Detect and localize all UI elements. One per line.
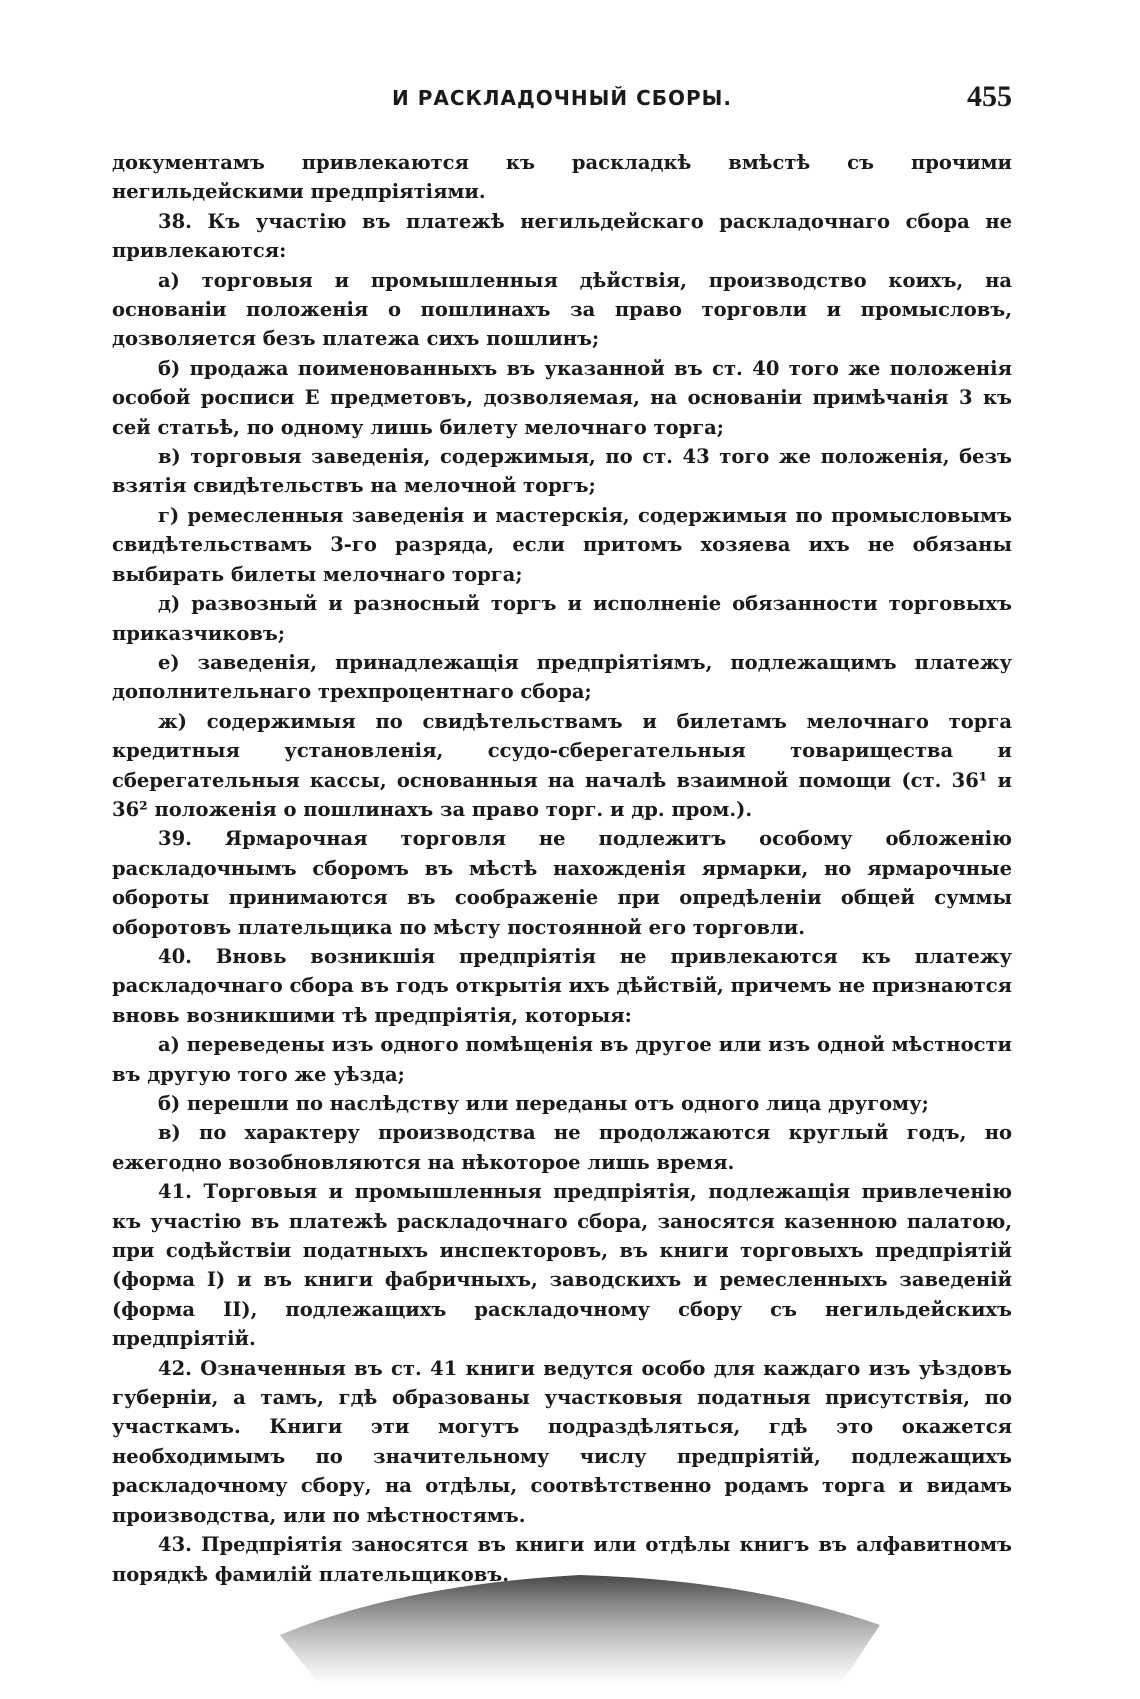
item-38-zh: ж) содержимыя по свидѣтельствамъ и билетамъ мелочнаго торга кредитныя установленія, ссудо-сберегательныя товарищества и сберегательныя кассы, основанныя на началѣ взаимной помощи (ст. 36¹ и 36² положенія о пошлинахъ за право торг. и др. пром.). bbox=[112, 709, 1012, 821]
paragraph-42: 42. Означенныя въ ст. 41 книги ведутся особо для каждаго изъ уѣздовъ губерніи, а тамъ, гдѣ образованы участковыя податныя присутствія, по участкамъ. Книги эти могутъ подраздѣляться, гдѣ это окажется необходимымъ по значительному числу предпріятій, подлежащихъ раскладочному сбору, на отдѣлы, соотвѣтственно родамъ торга и видамъ производства, или по мѣстностямъ. bbox=[112, 1356, 1012, 1527]
page-number: 455 bbox=[967, 80, 1012, 113]
item-38-a: а) торговыя и промышленныя дѣйствія, производство коихъ, на основаніи положенія о пошлинахъ за право торговли и промысловъ, дозволяется безъ платежа сихъ пошлинъ; bbox=[112, 268, 1012, 351]
item-40-v: в) по характеру производства не продолжаются круглый годъ, но ежегодно возобновляются на нѣкоторое лишь время. bbox=[112, 1121, 1012, 1174]
item-38-v: в) торговыя заведенія, содержимыя, по ст. 43 того же положенія, безъ взятія свидѣтельствъ на мелочной торгъ; bbox=[112, 445, 1012, 498]
paragraph-continuation: документамъ привлекаются къ раскладкѣ вмѣстѣ съ прочими негильдейскими предпріятіями. bbox=[112, 151, 1012, 204]
item-38-g: г) ремесленныя заведенія и мастерскія, содержимыя по промысловымъ свидѣтельствамъ 3-го разряда, если притомъ хозяева ихъ не обязаны выбирать билеты мелочнаго торга; bbox=[112, 503, 1012, 586]
item-38-d: д) развозный и разносный торгъ и исполненіе обязанности торговыхъ приказчиковъ; bbox=[112, 592, 1012, 645]
item-38-e: е) заведенія, принадлежащія предпріятіямъ, подлежащимъ платежу дополнительнаго трехпроцентнаго сбора; bbox=[112, 650, 1012, 704]
paragraph-41: 41. Торговыя и промышленныя предпріятія, подлежащія привлеченію къ участію въ платежѣ раскладочнаго сбора, заносятся казенною палатою, при содѣйствіи податныхъ инспекторовъ, въ книги торговыхъ предпріятій (форма I) и въ книги фабричныхъ, заводскихъ и ремесленныхъ заведеній (форма II), подлежащихъ раскладочному сбору съ негильдейскихъ предпріятій. bbox=[112, 1180, 1012, 1351]
paragraph-43: 43. Предпріятія заносятся въ книги или отдѣлы книгъ въ алфавитномъ порядкѣ фамилій плательщиковъ. bbox=[112, 1533, 1012, 1586]
item-40-b: б) перешли по наслѣдству или переданы отъ одного лица другому; bbox=[158, 1092, 929, 1115]
page-header bbox=[112, 78, 1012, 118]
item-40-a: а) переведены изъ одного помѣщенія въ другое или изъ одной мѣстности въ другую того же уѣзда; bbox=[112, 1033, 1012, 1086]
scan-smudge bbox=[280, 1565, 880, 1685]
body-text bbox=[112, 148, 1012, 1589]
paragraph-38: 38. Къ участію въ платежѣ негильдейскаго раскладочнаго сбора не привлекаются: bbox=[112, 209, 1012, 263]
paragraph-39: 39. Ярмарочная торговля не подлежитъ особому обложенію раскладочнымъ сборомъ въ мѣстѣ нахожденія ярмарки, но ярмарочные обороты принимаются въ соображеніе при опредѣленіи общей суммы оборотовъ плательщика по мѣсту постоянной его торговли. bbox=[112, 827, 1012, 939]
paragraph-40: 40. Вновь возникшія предпріятія не привлекаются къ платежу раскладочнаго сбора въ годъ открытія ихъ дѣйствій, причемъ не признаются вновь возникшими тѣ предпріятія, которыя: bbox=[112, 944, 1012, 1027]
running-title: И РАСКЛАДОЧНЫЙ СБОРЫ. bbox=[392, 86, 732, 110]
item-38-b: б) продажа поименованныхъ въ указанной въ ст. 40 того же положенія особой росписи Е предметовъ, дозволяемая, на основаніи примѣчанія 3 къ сей статьѣ, по одному лишь билету мелочнаго торга; bbox=[112, 356, 1012, 439]
